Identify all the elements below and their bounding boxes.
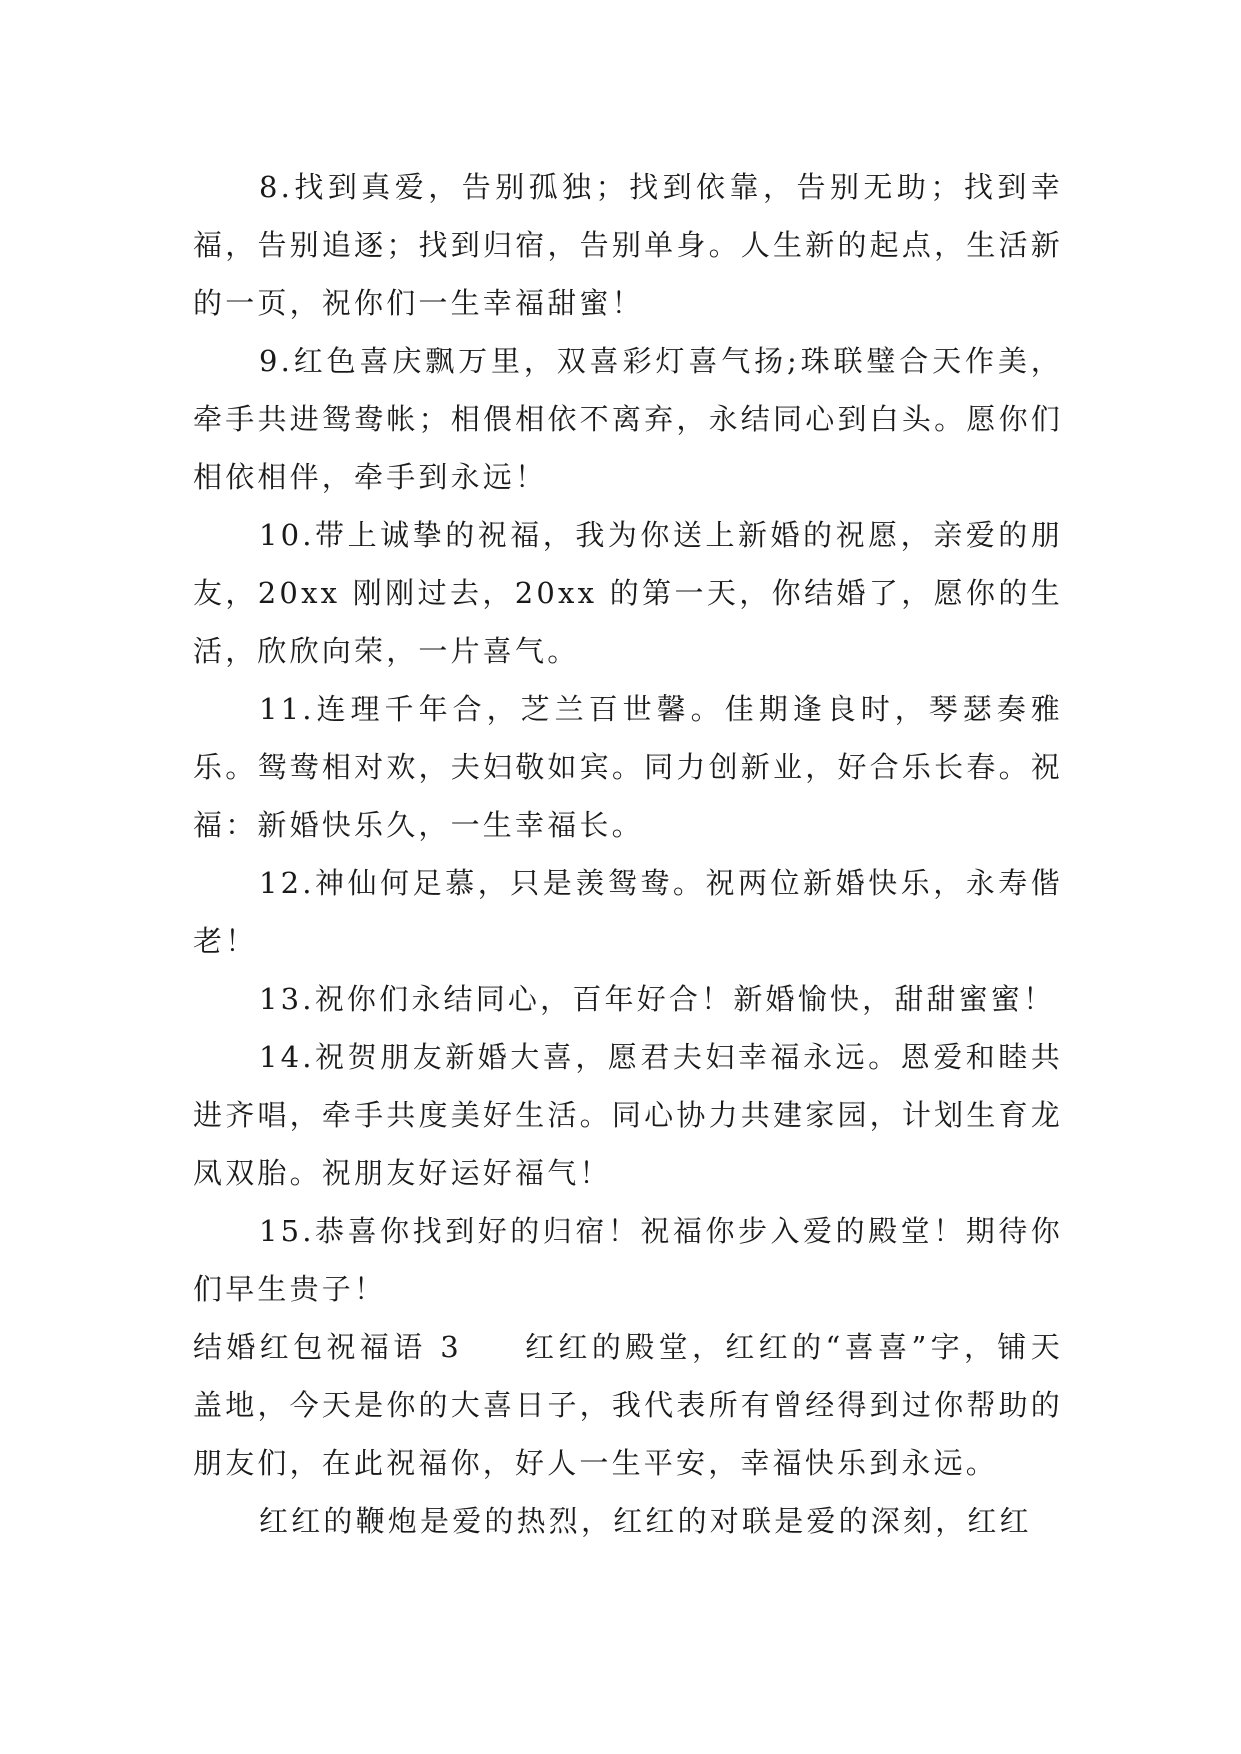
section-text: 红红的殿堂，红红的“喜喜”字，铺天盖地，今天是你的大喜日子，我代表所有曾经得到过你帮助的朋友们，在此祝福你，好人一生平安，幸福快乐到永远。 — [193, 1330, 1063, 1480]
paragraph-14: 14.祝贺朋友新婚大喜，愿君夫妇幸福永远。恩爱和睦共进齐唱，牵手共度美好生活。同心协力共建家园，计划生育龙凤双胎。祝朋友好运好福气！ — [193, 1040, 1063, 1190]
paragraph-13: 13.祝你们永结同心，百年好合！新婚愉快，甜甜蜜蜜！ — [259, 982, 1056, 1016]
paragraph-12: 12.神仙何足慕，只是羡鸳鸯。祝两位新婚快乐，永寿偕老！ — [193, 866, 1063, 958]
paragraph-8: 8.找到真爱，告别孤独；找到依靠，告别无助；找到幸福，告别追逐；找到归宿，告别单身。人生新的起点，生活新的一页，祝你们一生幸福甜蜜！ — [193, 170, 1063, 320]
section-paragraph — [193, 1318, 1063, 1492]
closing-paragraph: 红红的鞭炮是爱的热烈，红红的对联是爱的深刻，红红 — [259, 1504, 1032, 1538]
paragraph-11: 11.连理千年合，芝兰百世馨。佳期逢良时，琴瑟奏雅乐。鸳鸯相对欢，夫妇敬如宾。同力创新业，好合乐长春。祝福：新婚快乐久，一生幸福长。 — [193, 692, 1063, 842]
document-body — [193, 158, 1063, 1550]
paragraph-15: 15.恭喜你找到好的归宿！祝福你步入爱的殿堂！期待你们早生贵子！ — [193, 1214, 1063, 1306]
paragraph-9: 9.红色喜庆飘万里，双喜彩灯喜气扬;珠联璧合天作美，牵手共进鸳鸯帐；相偎相依不离弃，永结同心到白头。愿你们相依相伴，牵手到永远！ — [193, 344, 1063, 494]
paragraph-10: 10.带上诚挚的祝福，我为你送上新婚的祝愿，亲爱的朋友，20xx 刚刚过去，20xx 的第一天，你结婚了，愿你的生活，欣欣向荣，一片喜气。 — [193, 518, 1063, 668]
section-heading: 结婚红包祝福语 3 — [193, 1330, 462, 1364]
